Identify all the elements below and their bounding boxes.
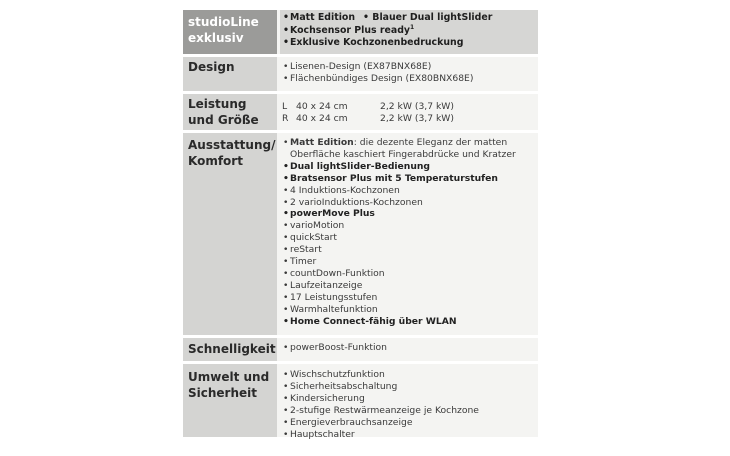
spec-table — [183, 10, 538, 440]
list-item: • 2-stufige Restwärmeanzeige je Kochzone — [283, 405, 538, 417]
list-item: • Sicherheitsabschaltung — [283, 381, 538, 393]
list-item: • Exklusive Kochzonenbedruckung — [283, 37, 538, 50]
list-item: • Kindersicherung — [283, 393, 538, 405]
umwelt-label: Umwelt und Sicherheit — [183, 364, 277, 437]
list-item: • Timer — [283, 256, 538, 268]
design-label: Design — [183, 57, 277, 91]
list-item: • Hauptschalter — [283, 429, 538, 441]
list-item: • 2 varioInduktions-Kochzonen — [283, 197, 538, 209]
umwelt-content — [280, 364, 538, 440]
header-label — [183, 10, 277, 54]
header-label-line2: exklusiv — [188, 31, 244, 45]
design-content — [280, 57, 538, 91]
list-item: • Matt Edition: die dezente Eleganz der matten — [283, 137, 538, 149]
list-item: • Dual lightSlider-Bedienung — [283, 161, 538, 173]
list-item: • Kochsensor Plus ready$^1$ — [283, 25, 538, 38]
list-item: • Home Connect-fähig über WLAN — [283, 316, 538, 328]
ausstattung-row — [183, 133, 538, 335]
list-item: • varioMotion — [283, 220, 538, 232]
list-item: • powerMove Plus — [283, 208, 538, 220]
list-item: • Flächenbündiges Design (EX80BNX68E) — [283, 73, 538, 85]
list-item: • reStart — [283, 244, 538, 256]
list-item-continuation: Oberfläche kaschiert Fingerabdrücke und Kratzer — [290, 148, 516, 160]
umwelt-row — [183, 364, 538, 440]
list-item: • Warmhaltefunktion — [283, 304, 538, 316]
list-item: • 17 Leistungsstufen — [283, 292, 538, 304]
list-item: • Energieverbrauchsanzeige — [283, 417, 538, 429]
leistung-row — [183, 94, 538, 130]
schnelligkeit-label: Schnelligkeit — [183, 338, 277, 361]
ausstattung-label: Ausstattung/ Komfort — [183, 133, 277, 335]
list-item: • Laufzeitanzeige — [283, 280, 538, 292]
list-item: • countDown-Funktion — [283, 268, 538, 280]
list-item: • 4 Induktions-Kochzonen — [283, 185, 538, 197]
header-label-line1: studioLine — [188, 15, 259, 29]
list-item: • Wischschutzfunktion — [283, 369, 538, 381]
ausstattung-content — [280, 133, 538, 335]
schnelligkeit-row — [183, 338, 538, 361]
leistung-table: L 40 x 24 cm 2,2 kW (3,7 kW) R 40 x 24 cm 2,2 kW (3,7 kW) — [282, 101, 454, 124]
leistung-content — [280, 94, 538, 130]
list-item: • Matt Edition • Blauer Dual lightSlider — [283, 12, 538, 25]
list-item: • quickStart — [283, 232, 538, 244]
design-row — [183, 57, 538, 91]
list-item: • Lisenen-Design (EX87BNX68E) — [283, 61, 538, 73]
schnelligkeit-content — [280, 338, 538, 361]
list-item: • Bratsensor Plus mit 5 Temperaturstufen — [283, 173, 538, 185]
header-row — [183, 10, 538, 54]
header-content — [280, 10, 538, 54]
leistung-label: Leistung und Größe — [183, 94, 277, 130]
list-item: • powerBoost-Funktion — [283, 342, 538, 354]
